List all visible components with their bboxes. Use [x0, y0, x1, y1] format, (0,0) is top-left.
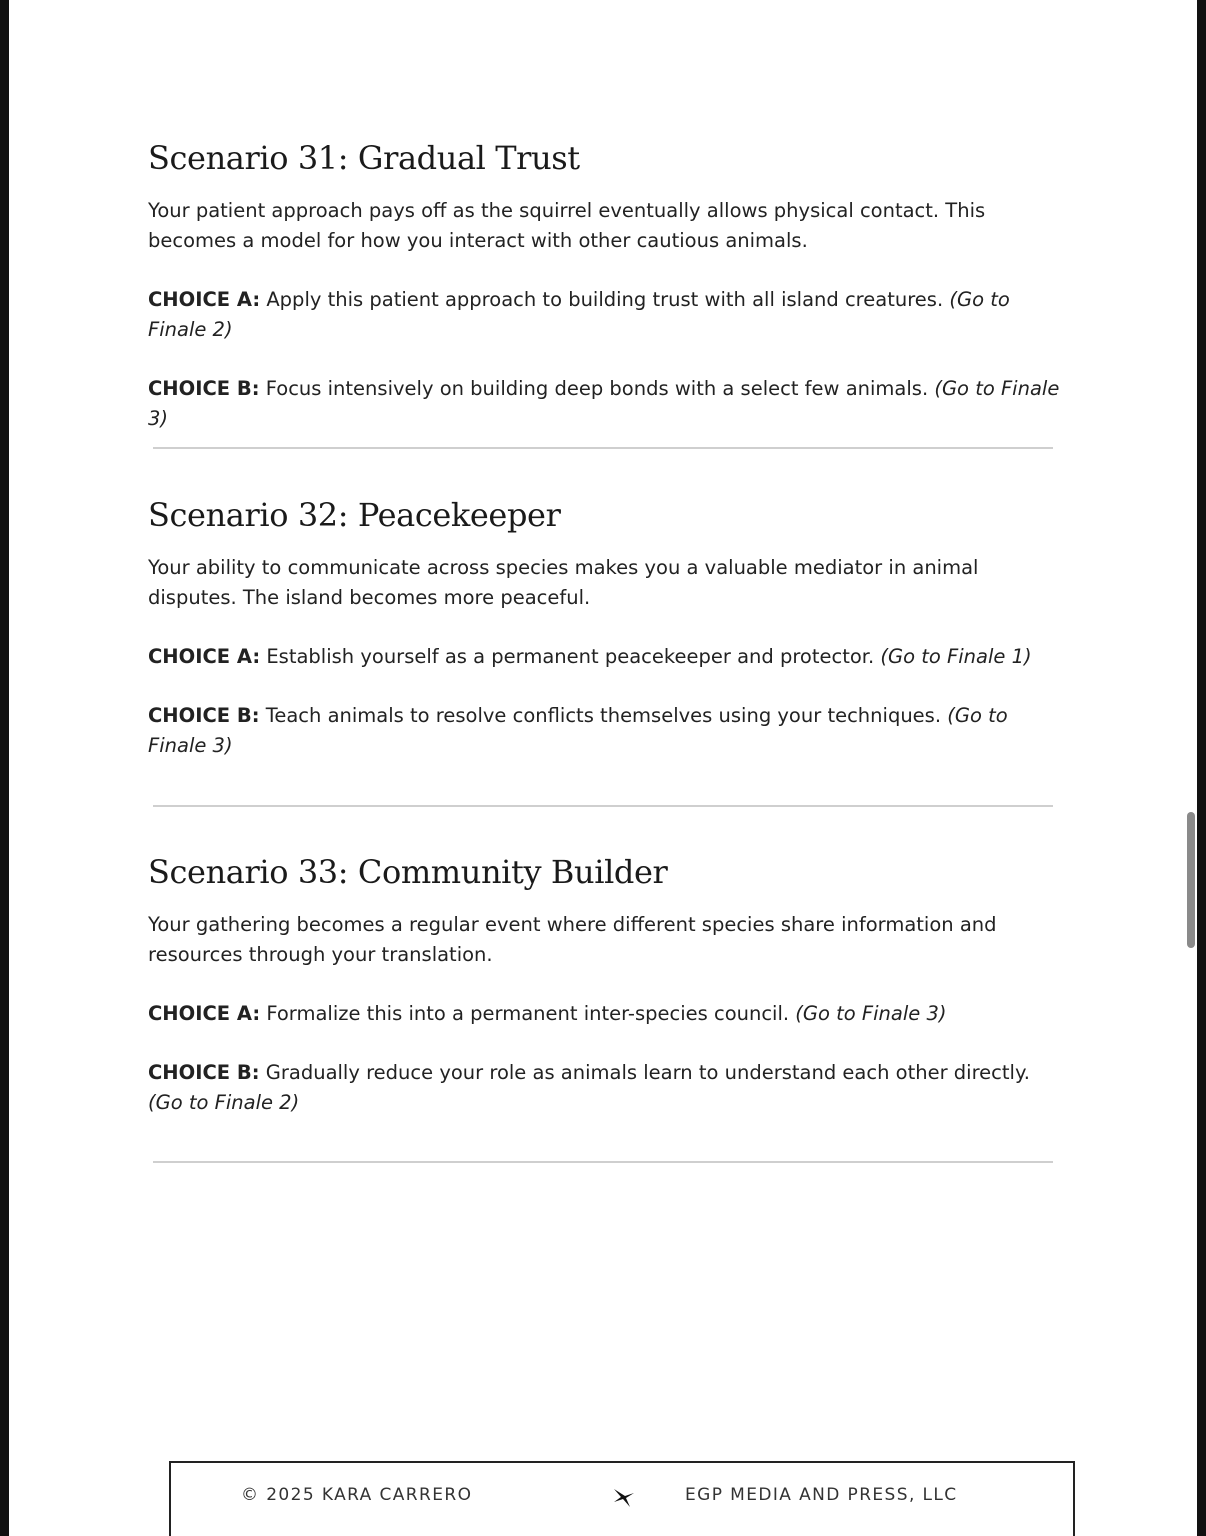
scenario-description: Your patient approach pays off as the squirrel eventually allows physical contact. This becomes a model for how you interact with other cautious animals. [148, 199, 986, 252]
scrollbar-thumb[interactable] [1187, 812, 1195, 948]
choice-text: Formalize this into a permanent inter-species council. [266, 1002, 790, 1025]
choice-goto: (Go to Finale 3) [148, 377, 1060, 430]
choice-text: Teach animals to resolve conflicts themselves using your techniques. [265, 704, 942, 727]
choice-label: CHOICE A: [148, 645, 261, 668]
document-page [9, 0, 1197, 1536]
choice-goto: (Go to Finale 2) [148, 1091, 300, 1114]
scenario-description: Your ability to communicate across species makes you a valuable mediator in animal disputes. The island becomes more peaceful. [148, 556, 979, 609]
section-divider [153, 805, 1053, 807]
scenario-title: Scenario 33: Community Builder [148, 853, 668, 891]
choice-a [148, 642, 1068, 672]
footer-publisher: EGP MEDIA AND PRESS, LLC [685, 1485, 958, 1505]
section-divider [153, 447, 1053, 449]
footer-copyright: © 2025 KARA CARRERO [241, 1485, 473, 1505]
choice-text: Gradually reduce your role as animals learn to understand each other directly. [265, 1061, 1030, 1084]
choice-label: CHOICE B: [148, 704, 260, 727]
scenario-33 [148, 852, 1068, 1118]
page-footer [169, 1461, 1075, 1536]
choice-label: CHOICE B: [148, 1061, 260, 1084]
choice-goto: (Go to Finale 3) [148, 704, 1008, 757]
scenario-32 [148, 495, 1068, 761]
choice-a [148, 285, 1068, 345]
choice-goto: (Go to Finale 3) [795, 1002, 947, 1025]
choice-text: Apply this patient approach to building trust with all island creatures. [266, 288, 944, 311]
section-divider [153, 1161, 1053, 1163]
scenario-31 [148, 138, 1068, 434]
choice-text: Focus intensively on building deep bonds with a select few animals. [265, 377, 929, 400]
choice-label: CHOICE A: [148, 288, 261, 311]
choice-b [148, 1058, 1068, 1118]
scenario-title: Scenario 31: Gradual Trust [148, 139, 580, 177]
choice-b [148, 701, 1068, 761]
scenario-description: Your gathering becomes a regular event where different species share information and resources through your translation. [148, 913, 997, 966]
choice-goto: (Go to Finale 1) [880, 645, 1032, 668]
star-mark-icon [612, 1485, 636, 1509]
choice-b [148, 374, 1068, 434]
choice-text: Establish yourself as a permanent peacekeeper and protector. [266, 645, 875, 668]
choice-label: CHOICE A: [148, 1002, 261, 1025]
choice-label: CHOICE B: [148, 377, 260, 400]
choice-a [148, 999, 1068, 1029]
scenario-title: Scenario 32: Peacekeeper [148, 496, 561, 534]
choice-goto: (Go to Finale 2) [148, 288, 1010, 341]
